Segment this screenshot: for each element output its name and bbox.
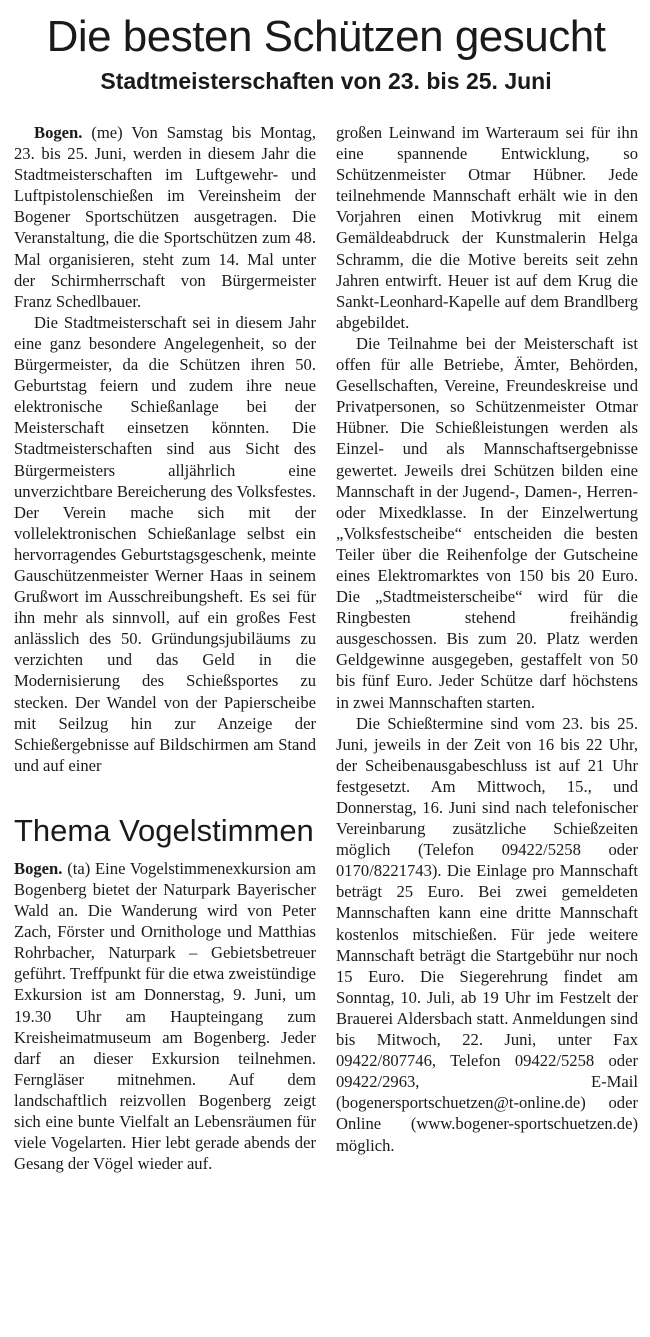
- article-paragraph-1-text: (me) Von Samstag bis Montag, 23. bis 25. Juni, werden in diesem Jahr die Stadtmeisterschaften im Luftgewehr- und Luftpistolenschießen im Vereinsheim der Bogener Sportschützen ausgetragen. Die Veranstaltung, die die Sportschützen zum 48. Mal organisieren, steht zum 14. Mal unter der Schirmherrschaft von Bürgermeister Franz Schedlbauer.: [14, 123, 316, 311]
- brief-paragraph: [14, 858, 316, 1174]
- brief-dateline: Bogen.: [14, 858, 63, 878]
- article-subheadline: Stadtmeisterschaften von 23. bis 25. Juni: [100, 68, 552, 94]
- column-right: [336, 122, 638, 1174]
- brief-title: Thema Vogelstimmen: [14, 812, 314, 848]
- article-paragraph-2: Die Stadtmeisterschaft sei in diesem Jahr eine ganz besondere Angelegenheit, so der Bürgermeister, da die Schützen ihren 50. Geburtstag feiern und zudem ihre neue elektronische Schießanlage bei der Meisterschaft einsetzen könnten. Die Stadtmeisterschaften sind aus Sicht des Bürgermeisters alljährlich eine unverzichtbare Bereicherung des Volksfestes. Der Verein mache sich mit der vollelektronischen Schießanlage selbst ein hervorragendes Geburtstagsgeschenk, meinte Gauschützenmeister Werner Haas in seinem Grußwort im Ausschreibungsheft. Es sei für ihn mehr als sinnvoll, auf ein großes Fest anlässlich des 50. Gründungsjubiläums zu verzichten und das Geld in die Modernisierung des Schießsportes zu stecken. Der Wandel von der Papierscheibe mit Seilzug hin zur Anzeige der Schießergebnisse auf Bildschirmen am Stand und auf einer: [14, 312, 316, 775]
- article-paragraph-3: großen Leinwand im Warteraum sei für ihn eine spannende Entwicklung, so Schützenmeister Otmar Hübner. Jede teilnehmende Mannschaft erhält wie in den Vorjahren einen Motivkrug mit einem Gemäldeabdruck der Kunstmalerin Helga Schramm, die die Motive bereits seit zehn Jahren entwirft. Heuer ist auf dem Krug die Sankt-Leonhard-Kapelle auf dem Brandlberg abgebildet.: [336, 123, 638, 332]
- article-paragraph-5: Die Schießtermine sind vom 23. bis 25. Juni, jeweils in der Zeit von 16 bis 22 Uhr, der Scheibenausgabeschluss ist auf 21 Uhr festgesetzt. Am Mittwoch, 15., und Donnerstag, 16. Juni sind nach telefonischer Vereinbarung zusätzliche Schießzeiten möglich (Telefon 09422/5258 oder 0170/8221743). Die Einlage pro Mannschaft beträgt 25 Euro. Bei zwei gemeldeten Mannschaften kann eine dritte Mannschaft kostenlos mitschießen. Für jede weitere Mannschaft beträgt die Startgebühr nur noch 15 Euro. Die Siegerehrung findet am Sonntag, 10. Juli, ab 19 Uhr im Festzelt der Brauerei Aldersbach statt. Anmeldungen sind bis Mitwoch, 22. Juni, unter Fax 09422/807746, Telefon 09422/5258 oder 09422/2963, E-Mail (bogenersportschuetzen@t-online.de) oder Online (www.bogener-sportschuetzen.de) möglich.: [336, 713, 638, 1155]
- article-dateline: Bogen.: [34, 123, 83, 142]
- article-headline: Die besten Schützen gesucht: [46, 12, 606, 61]
- article-paragraph-1: [14, 122, 316, 312]
- brief-text: (ta) Eine Vogelstimmenexkursion am Bogenberg bietet der Naturpark Bayerischer Wald an. Die Wanderung wird von Peter Zach, Förster und Ornithologe und Matthias Rohrbacher, Naturpark – Gebietsbetreuer geführt. Treffpunkt für die etwa zweistündige Exkursion ist am Donnerstag, 9. Juni, um 19.30 Uhr am Haupteingang zum Kreisheimatmuseum am Bogenberg. Jeder darf an dieser Exkursion teilnehmen. Ferngläser mitnehmen. Auf dem landschaftlich reizvollen Bogenberg zeigt sich eine bunte Vielfalt an Lebensräumen für viele Vogelarten. Hier lebt gerade abends der Gesang der Vögel wieder auf.: [14, 858, 317, 1174]
- text-columns: [14, 122, 638, 1174]
- article-paragraph-4: Die Teilnahme bei der Meisterschaft ist offen für alle Betriebe, Ämter, Behörden, Gesellschaften, Vereine, Freundeskreise und Privatpersonen, so Schützenmeister Otmar Hübner. Die Schießleistungen werden als Einzel- und als Mannschaftsergebnisse gewertet. Jeweils drei Schützen bilden eine Mannschaft in der Jugend-, Damen-, Herren- oder Mixedklasse. In der Einzelwertung „Volksfestscheibe“ entscheiden die besten Teiler über die Reihenfolge der Gutscheine eines Elektromarktes von 150 bis 20 Euro. Die „Stadtmeisterscheibe“ wird für die Ringbesten stehend freihändig ausgeschossen. Bis zum 20. Platz werden Geldgewinne ausgegeben, gestaffelt von 50 bis fünf Euro. Jeder Schütze darf höchstens in zwei Mannschaften starten.: [336, 333, 638, 712]
- column-left: [14, 122, 316, 1174]
